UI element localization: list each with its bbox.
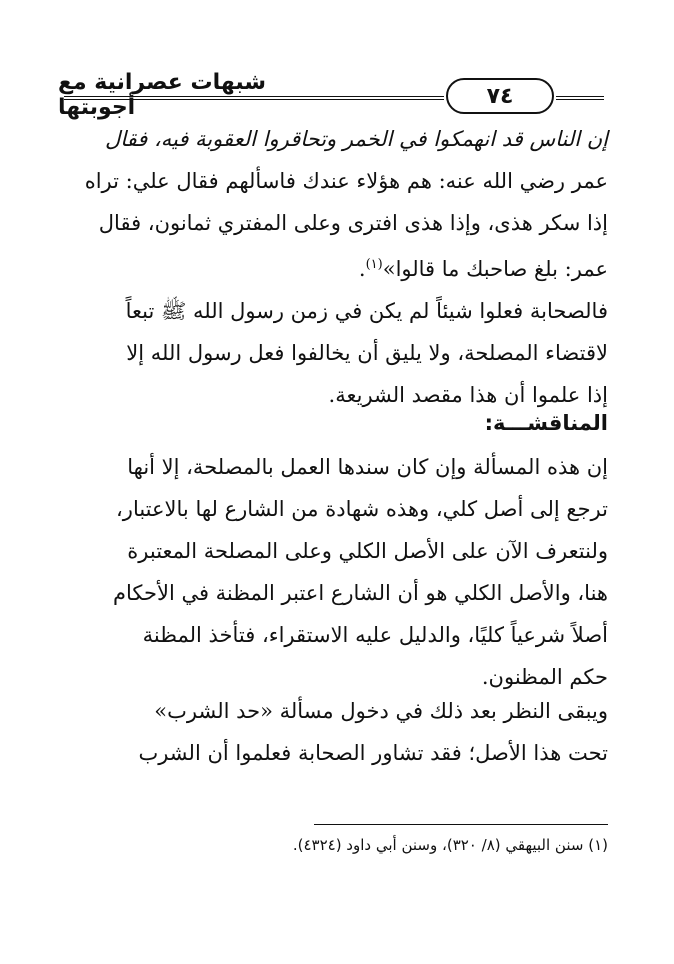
text-line: عمر رضي الله عنه: هم هؤلاء عندك فاسألهم فقال علي: تراه [84,169,608,193]
text-line: لاقتضاء المصلحة، ولا يليق أن يخالفوا فعل رسول الله إلا [126,341,608,365]
header-rule [64,96,444,100]
paragraph-quote [64,118,608,286]
page-number-badge: ٧٤ [446,78,554,114]
header-rule-right [556,96,604,100]
footnote: (١) سنن البيهقي (٨/ ٣٢٠)، وسنن أبي داود (٤٣٢٤). [292,836,608,854]
text-line: إن الناس قد انهمكوا في الخمر وتحاقروا العقوبة فيه، فقال [104,127,608,151]
text-line: فالصحابة فعلوا شيئاً لم يكن في زمن رسول الله ﷺ تبعاً [125,299,608,323]
text-line: ولنتعرف الآن على الأصل الكلي وعلى المصلحة المعتبرة [127,539,608,563]
text-line: إذا علموا أن هذا مقصد الشريعة. [328,383,608,407]
footnote-reference: (١) [365,257,383,272]
text-line: هنا، والأصل الكلي هو أن الشارع اعتبر المظنة في الأحكام [112,581,608,605]
paragraph-drinking-penalty [64,690,608,774]
text-line: إن هذه المسألة وإن كان سندها العمل بالمصلحة، إلا أنها [127,455,608,479]
section-heading: المناقشـــة: [484,411,608,435]
text-line: أصلاً شرعياً كليًا، والدليل عليه الاستقراء، فتأخذ المظنة [142,623,608,647]
text-line: ترجع إلى أصل كلي، وهذه شهادة من الشارع لها بالاعتبار، [116,497,608,521]
running-header-title: شبهات عصرانية مع أجوبتها [58,70,266,120]
text-fragment: . [358,257,366,281]
text-line: ويبقى النظر بعد ذلك في دخول مسألة «حد الشرب» [154,699,608,723]
text-line: تحت هذا الأصل؛ فقد تشاور الصحابة فعلموا أن الشرب [138,741,608,765]
text-line: إذا سكر هذى، وإذا هذى افترى وعلى المفتري ثمانون، فقال [98,211,608,235]
paragraph-discussion [64,446,608,698]
text-line [64,244,608,286]
paragraph-companions [64,290,608,416]
text-line: حكم المظنون. [481,665,608,689]
text-fragment: عمر: بلغ صاحبك ما قالوا» [382,257,608,281]
footnote-separator [314,824,608,825]
